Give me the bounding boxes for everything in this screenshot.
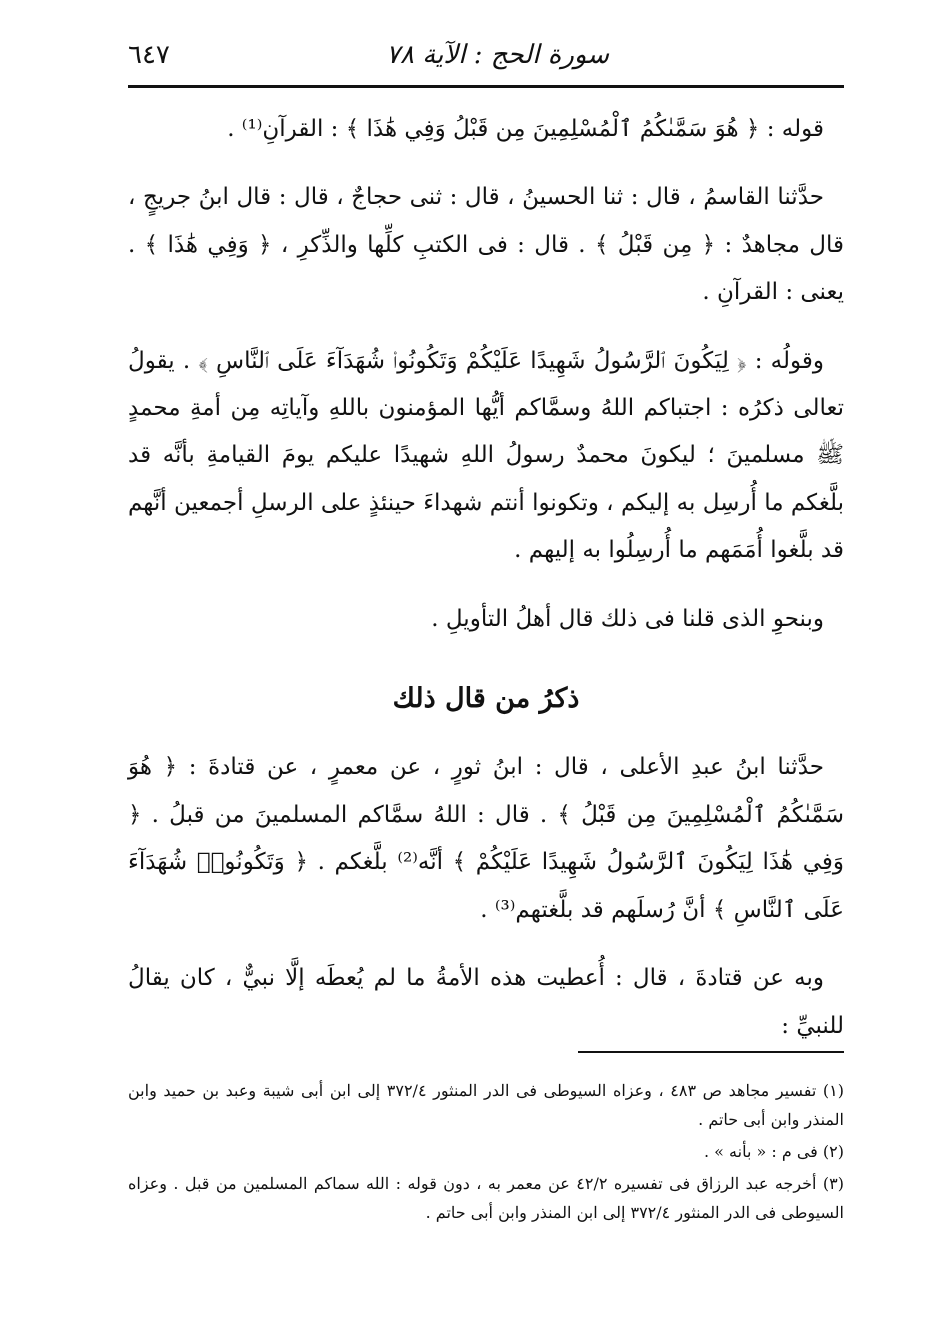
footnote-rule [578, 1051, 844, 1053]
paragraph-quran-quote: قوله : ﴿ هُوَ سَمَّىٰكُمُ ٱلْمُسْلِمِينَ مِن قَبْلُ وَفِي هَٰذَا ﴾ : القرآنِ⁽¹⁾ . [227, 116, 824, 142]
main-text [128, 106, 844, 1050]
footnote-2: (٢) فى م : « بأنه » . [704, 1142, 844, 1161]
paragraph-qatada-narration: حدَّثنا ابنُ عبدِ الأعلى ، قال : ابنُ ثورٍ ، عن معمرٍ ، عن قتادةَ : ﴿ هُوَ سَمَّىٰكُمُ ٱلْمُسْلِمِينَ مِن قَبْلُ ﴾ . قال : اللهُ سمَّاكم المسلمينَ من قبلُ . ﴿ وَفِي هَٰذَا لِيَكُونَ ٱلرَّسُولُ شَهِيدًا عَلَيْكُمْ ﴾ أنَّه⁽²⁾ بلَّغكم . ﴿ وَتَكُونُوا۟ شُهَدَآءَ عَلَى ٱلنَّاسِ ﴾ أنَّ رُسلَهم قد بلَّغتهم⁽³⁾ . [128, 754, 844, 923]
footnote-1: (١) تفسير مجاهد ص ٤٨٣ ، وعزاه السيوطى فى الدر المنثور ٣٧٢/٤ إلى ابن أبى شيبة وعبد بن حميد وابن المنذر وابن أبى حاتم . [128, 1081, 845, 1129]
paragraph-commentary: وقولُه : ﴿ لِيَكُونَ ٱلرَّسُولُ شَهِيدًا عَلَيْكُمْ وَتَكُونُوا۟ شُهَدَآءَ عَلَى ٱلنَّاسِ ﴾ . يقولُ تعالى ذكرُه : اجتباكم اللهُ وسمَّاكم أيُّها المؤمنون باللهِ وآياتِه مِن أمةِ محمدٍ ﷺ مسلمينَ ؛ ليكونَ محمدٌ رسولُ اللهِ شهيدًا عليكم يومَ القيامةِ بأنَّه قد بلَّغكم ما أُرسِل به إليكم ، وتكونوا أنتم شهداءَ حينئذٍ على الرسلِ أجمعين أنَّهم قد بلَّغوا أُمَمَهم ما أُرسِلُوا به إليهم . [128, 347, 844, 564]
footnote-3: (٣) أخرجه عبد الرزاق فى تفسيره ٤٢/٢ عن معمر به ، دون قوله : الله سماكم المسلمين من قبل . وعزاه السيوطى فى الدر المنثور ٣٧٢/٤ إلى ابن المنذر وابن أبى حاتم . [128, 1174, 844, 1222]
section-heading: ذكرُ من قال ذلك [392, 683, 580, 715]
footnotes [128, 1076, 844, 1230]
paragraph-mujahid-narration: حدَّثنا القاسمُ ، قال : ثنا الحسينُ ، قال : ثنى حجاجٌ ، قال : قال ابنُ جريجٍ ، قال مجاهدٌ : ﴿ مِن قَبْلُ ﴾ . قال : فى الكتبِ كلِّها والذِّكرِ ، ﴿ وَفِي هَٰذَا ﴾ . يعنى : القرآنِ . [128, 184, 844, 306]
header-rule [128, 85, 844, 88]
running-title: سورة الحج : الآية ٧٨ [386, 40, 610, 70]
page-number: ٦٤٧ [128, 40, 170, 70]
page-header [128, 36, 844, 82]
paragraph-transition: وبنحوِ الذى قلنا فى ذلك قال أهلُ التأويلِ . [431, 605, 824, 632]
paragraph-qatada-continued: وبه عن قتادةَ ، قال : أُعطيت هذه الأمةُ ما لم يُعطَه إلَّا نبيٌّ ، كان يقالُ للنبيِّ : [128, 965, 844, 1039]
